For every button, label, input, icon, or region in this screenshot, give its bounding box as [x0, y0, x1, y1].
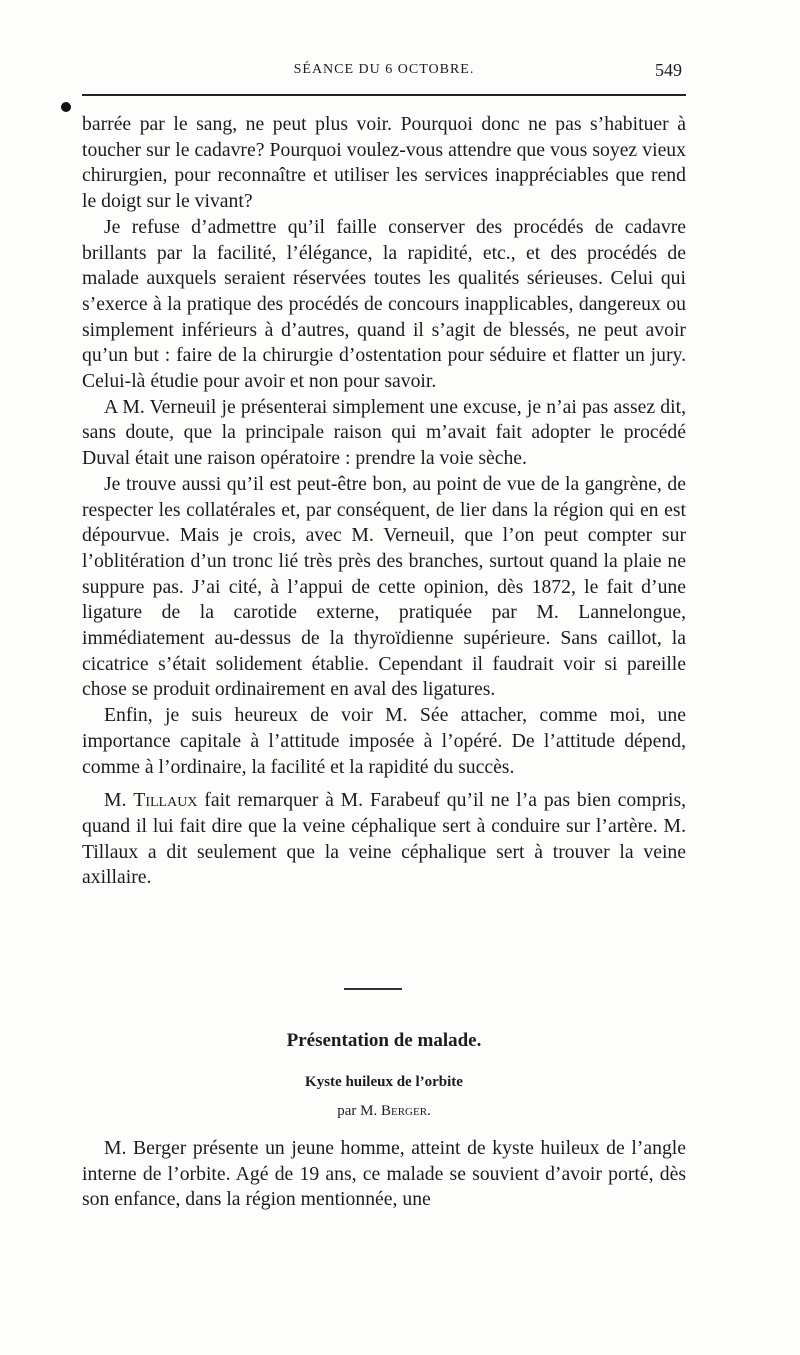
subsection-title: Kyste huileux de l’orbite [305, 1074, 463, 1090]
byline-name: Berger. [380, 1103, 431, 1119]
ink-dot [61, 102, 71, 112]
body-text-continued [82, 1136, 686, 1213]
speaker-name: Tillaux [133, 789, 198, 812]
byline-prefix: par M. [337, 1103, 378, 1119]
paragraph-1: barrée par le sang, ne peut plus voir. Pourquoi donc ne pas s’habituer à toucher sur le cadavre? Pourquoi voulez-vous attendre que vous soyez vieux chirurgien, pour reconnaître et utiliser les services inappréciables que rend le doigt sur le vivant? [82, 113, 686, 213]
header-rule [82, 94, 686, 96]
running-head [82, 60, 686, 84]
paragraph-5: Enfin, je suis heureux de voir M. Sée attacher, comme moi, une importance capitale à l’attitude imposée à l’opéré. De l’attitude dépend, comme à l’ordinaire, la facilité et la rapidité du succès. [82, 704, 686, 778]
page-number: 549 [655, 60, 682, 80]
paragraph-3: A M. Verneuil je présenterai simplement une excuse, je n’ai pas assez dit, sans doute, que la principale raison qui m’avait fait adopter le procédé Duval était une raison opératoire : prendre la voie sèche. [82, 395, 686, 470]
tillaux-text: fait remarquer à M. Farabeuf qu’il ne l’a pas bien compris, quand il lui fait dire que la veine céphalique sert à conduire sur l’artère. M. Tillaux a dit seulement que la veine céphalique sert à trouver la veine axillaire. [82, 789, 687, 889]
byline [82, 1103, 686, 1120]
section-separator [344, 988, 402, 990]
paragraph-2: Je refuse d’admettre qu’il faille conserver des procédés de cadavre brillants par la facilité, l’élégance, la rapidité, etc., et des procédés de malade auxquels seraient réservées toutes les qualités sérieuses. Celui qui s’exerce à la pratique des procédés de concours inapplicables, dangereux ou simplement inférieurs à d’autres, quand il s’agit de blessés, ne peut avoir qu’un but : faire de la chirurgie d’ostentation pour séduire et flatter un jury. Celui-là étudie pour avoir et non pour savoir. [82, 215, 686, 393]
paragraph-4: Je trouve aussi qu’il est peut-être bon, au point de vue de la gangrène, de respecter les collatérales et, par conséquent, de lier dans la région qui en est dépourvue. Mais je crois, avec M. Verneuil, que l’on peut compter sur l’oblitération d’un tronc lié très près des branches, surtout quand la plaie ne suppure pas. J’ai cité, à l’appui de cette opinion, dès 1872, le fait d’une ligature de la carotide externe, pratiquée par M. Lannelongue, immédiatement au-dessus de la thyroïdienne supérieure. Sans caillot, la cicatrice s’était solidement établie. Cependant il faudrait voir si pareille chose se produit ordinairement en aval des ligatures. [82, 472, 686, 701]
paragraph-berger: M. Berger présente un jeune homme, atteint de kyste huileux de l’angle interne de l’orbite. Agé de 19 ans, ce malade se souvient d’avoir porté, dès son enfance, dans la région mentionnée, une [82, 1137, 686, 1211]
running-title: SÉANCE DU 6 OCTOBRE. [293, 62, 475, 77]
section-title: Présentation de malade. [286, 1030, 482, 1051]
body-text [82, 112, 686, 891]
paragraph-tillaux [82, 788, 686, 891]
tillaux-prefix: M. [104, 789, 127, 812]
